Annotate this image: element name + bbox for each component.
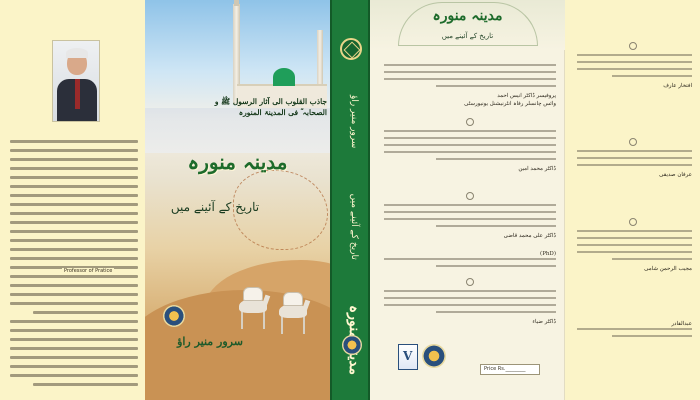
front-top-title: جاذب القلوب الی آثار الرسول ﷺ و الصحابہ ؓ فی المدینۃ المنورہ [214, 97, 327, 117]
reviewer-name: افتخار عارف [663, 83, 692, 89]
medallion-icon [340, 38, 362, 60]
camel-illustration [275, 290, 315, 338]
author-photo [52, 40, 100, 122]
review-block [577, 230, 692, 273]
publisher-logo-icon [342, 335, 362, 355]
author-bio-text [10, 140, 138, 392]
reviewer-name: عرفان صدیقی [659, 172, 692, 178]
review-block [577, 150, 692, 179]
ornament-icon [466, 278, 474, 286]
university-logo-icon [398, 344, 418, 370]
ornament-icon [466, 118, 474, 126]
review-block [577, 320, 692, 342]
review-block [384, 290, 556, 326]
reviewer-name: ڈاکٹر ضیاء [532, 319, 556, 325]
review-block [577, 54, 692, 90]
spine-text [340, 95, 368, 375]
book-spine [330, 0, 370, 400]
spine-subtitle: تاریخ کے آئینے میں [349, 193, 359, 260]
reviewer-name: (PhD) [540, 251, 556, 257]
publisher-logo-icon [163, 305, 185, 327]
green-dome-image [273, 68, 295, 86]
back-cover [0, 0, 145, 400]
reviewer-name: ڈاکٹر محمد امین [518, 166, 556, 172]
camel-illustration [235, 285, 275, 333]
review-block [384, 204, 556, 240]
front-author: سرور منیر راؤ [177, 335, 243, 348]
reviewer-name: عبدالقادر [671, 321, 692, 327]
flap-header [370, 0, 565, 50]
reviewer-name: پروفیسر ڈاکٹر انیس احمد [497, 93, 556, 99]
ornament-icon [629, 218, 637, 226]
ornament-icon [629, 138, 637, 146]
reviewer-name: ڈاکٹر علی محمد قاضی [503, 233, 556, 239]
inner-flap [370, 0, 565, 400]
bio-english-label: Professor of Pratice [64, 268, 113, 274]
spine-author: سرور منیر راؤ [349, 95, 359, 149]
right-flap [565, 0, 700, 400]
reviewer-name: مجیب الرحمن شامی [644, 266, 692, 272]
front-cover [145, 0, 330, 400]
review-block [384, 130, 556, 173]
front-title: مدینہ منورہ [187, 150, 288, 174]
publisher-logo-icon [422, 344, 446, 368]
review-block [384, 64, 556, 108]
price-box: Price Rs.________ [480, 364, 540, 375]
ornament-icon [629, 42, 637, 50]
ornament-icon [466, 192, 474, 200]
review-block [384, 250, 556, 272]
front-subtitle: تاریخ کے آئینے میں [170, 200, 260, 214]
reviewer-role: وائس چانسلر رفاہ انٹرنیشنل یونیورسٹی [464, 101, 556, 107]
flap-subtitle: تاریخ کے آئینے میں [441, 32, 494, 40]
flap-title: مدینہ منورہ [432, 8, 503, 24]
